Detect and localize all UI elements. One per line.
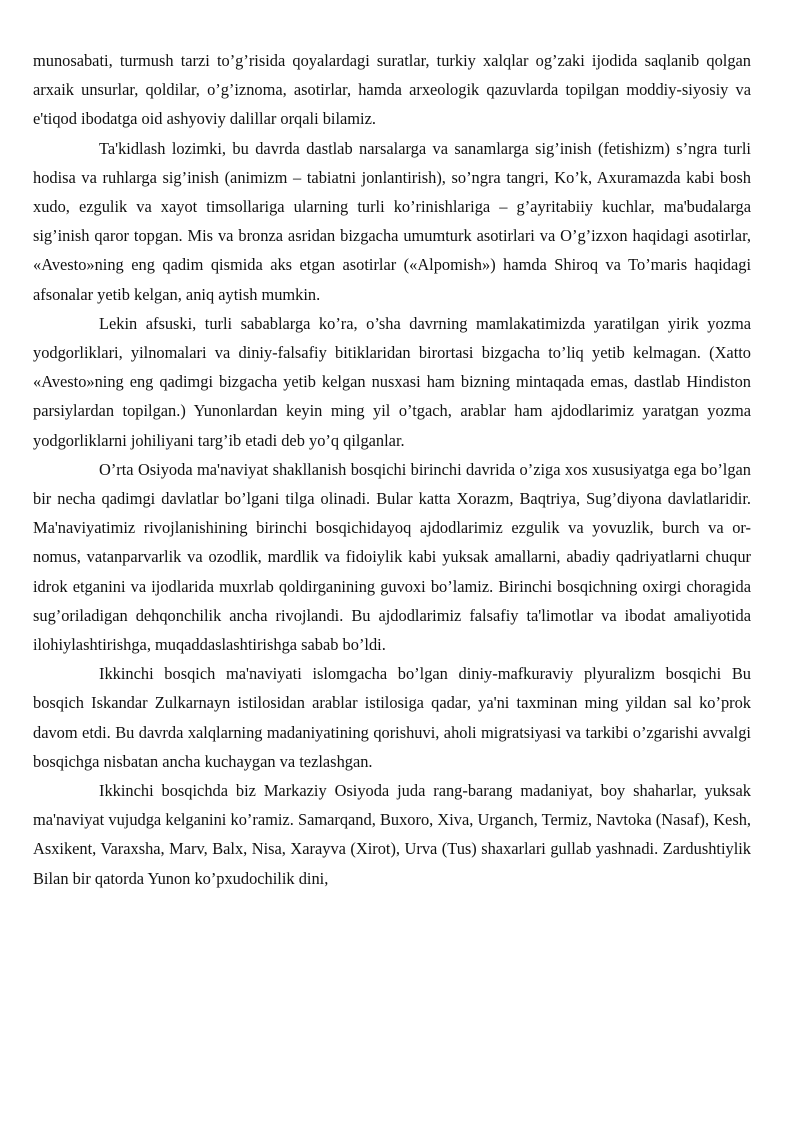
paragraph-4: O’rta Osiyoda ma'naviyat shakllanish bosqichi birinchi davrida o’ziga xos xususiyatga ega bo’lgan bir necha qadimgi davlatlar bo’lgani tilga olinadi. Bular katta Xorazm, Baqtriya, Sug’diyona davlatlaridir. Ma'naviyatimiz rivojlanishining birinchi bosqichidayoq ajdodlarimiz ezgulik va yovuzlik, burch va or-nomus, vatanparvarlik va ozodlik, mardlik va fidoiylik kabi yuksak amallarni, abadiy qadriyatlarni chuqur idrok etganini va ijodlarida muxrlab qoldirganining guvoxi bo’lamiz. Birinchi bosqichning oxirgi choragida sug’oriladigan dehqonchilik ancha rivojlandi. Bu ajdodlarimiz falsafiy ta'limotlar va ibodat amaliyotida ilohiylashtirishga, muqaddaslashtirishga sabab bo’ldi. bbox=[33, 459, 751, 655]
paragraph-5: Ikkinchi bosqich ma'naviyati islomgacha bo’lgan diniy-mafkuraviy plyuralizm bosqichi Bu bosqich Iskandar Zulkarnayn istilosidan arablar istilosiga qadar, ya'ni taxminan ming yildan sal ko’prok davom etdi. Bu davrda xalqlarning madaniyatining qorishuvi, aholi migratsiyasi va tarkibi o’zgarishi avvalgi bosqichga nisbatan ancha kuchaygan va tezlashgan. bbox=[33, 664, 751, 771]
paragraph-1: munosabati, turmush tarzi to’g’risida qoyalardagi suratlar, turkiy xalqlar og’zaki ijodida saqlanib qolgan arxaik unsurlar, qoldilar, o’g’iznoma, asotirlar, hamda arxeologik qazuvlarda topilgan moddiy-siyosiy va e'tiqod ibodatga oid ashyoviy dalillar orqali bilamiz. bbox=[33, 51, 751, 129]
paragraph-2: Ta'kidlash lozimki, bu davrda dastlab narsalarga va sanamlarga sig’inish (fetishizm) s’ngra turli hodisa va ruhlarga sig’inish (animizm – tabiatni jonlantirish), so’ngra tangri, Ko’k, Axuramazda kabi bosh xudo, ezgulik va xayot timsollariga ularning turli ko’rinishlariga – g’ayritabiiy kuchlar, ma'budalarga sig’inish qaror topgan. Mis va bronza asridan bizgacha umumturk asotirlari va O’g’izxon haqidagi asotirlar, «Avesto»ning eng qadim qismida aks etgan asotirlar («Alpomish») hamda Shiroq va To’maris haqidagi afsonalar yetib kelgan, aniq aytish mumkin. bbox=[33, 138, 751, 304]
body-text bbox=[33, 46, 751, 893]
paragraph-3: Lekin afsuski, turli sabablarga ko’ra, o’sha davrning mamlakatimizda yaratilgan yirik yozma yodgorliklari, yilnomalari va diniy-falsafiy bitiklaridan birortasi bizgacha to’liq yetib kelmagan. (Xatto «Avesto»ning eng qadimgi bizgacha yetib kelgan nusxasi ham bizning mintaqada emas, dastlab Hindiston parsiylardan topilgan.) Yunonlardan keyin ming yil o’tgach, arablar ham ajdodlarimiz yaratgan yozma yodgorliklarni johiliyani targ’ib etadi deb yo’q qilganlar. bbox=[33, 313, 751, 450]
paragraph-6: Ikkinchi bosqichda biz Markaziy Osiyoda juda rang-barang madaniyat, boy shaharlar, yuksak ma'naviyat vujudga kelganini ko’ramiz. Samarqand, Buxoro, Xiva, Urganch, Termiz, Navtoka (Nasaf), Kesh, Asxikent, Varaxsha, Marv, Balx, Nisa, Xarayva (Xirot), Urva (Tus) shaxarlari gullab yashnadi. Zardushtiylik Bilan bir qatorda Yunon ko’pxudochilik dini, bbox=[33, 781, 751, 888]
